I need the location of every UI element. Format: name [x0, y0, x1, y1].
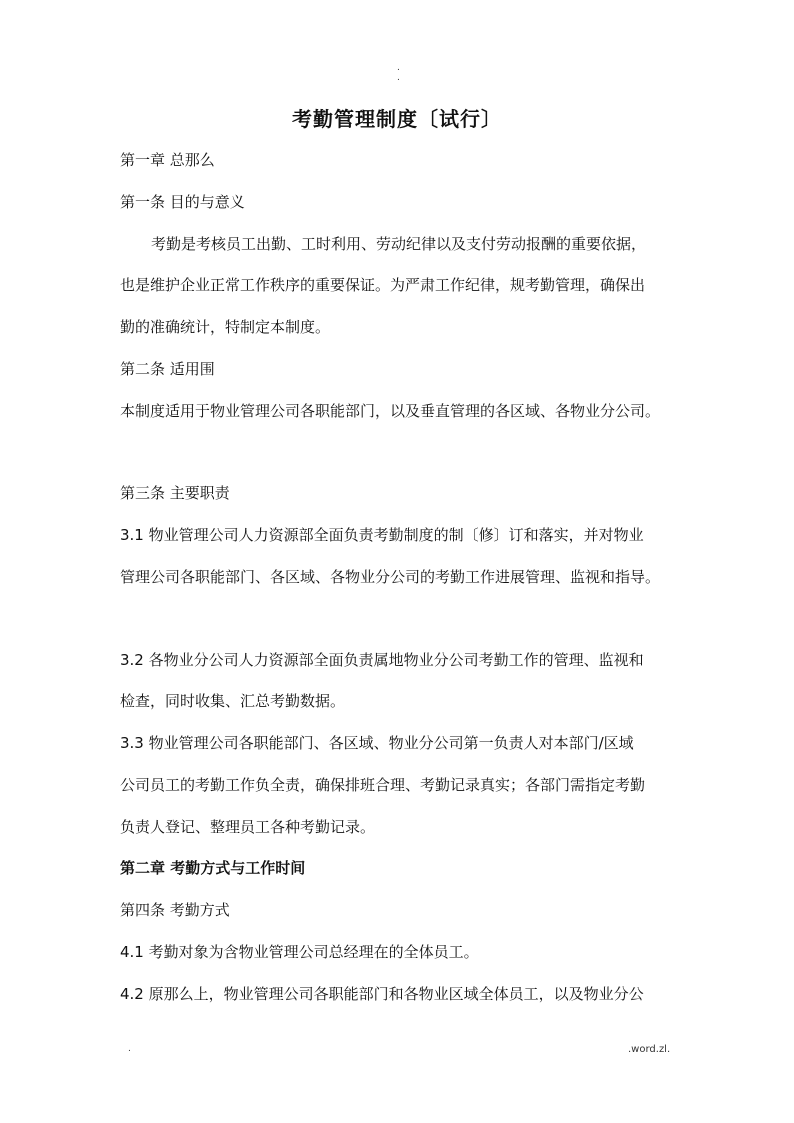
- paragraph-line: 3.3 物业管理公司各职能部门、各区域、物业分公司第一负责人对本部门/区域: [120, 734, 634, 752]
- paragraph-line: 4.1 考勤对象为含物业管理公司总经理在的全体员工。: [120, 943, 479, 961]
- article-heading: 第二条 适用围: [120, 360, 215, 378]
- article-heading: 第四条 考勤方式: [120, 901, 230, 919]
- paragraph-line: 3.2 各物业分公司人力资源部全面负责属地物业分公司考勤工作的管理、监视和: [120, 651, 644, 669]
- paragraph-line: 本制度适用于物业管理公司各职能部门，以及垂直管理的各区域、各物业分公司。: [120, 402, 661, 420]
- paragraph-line: 管理公司各职能部门、各区域、各物业分公司的考勤工作进展管理、监视和指导。: [120, 568, 661, 586]
- paragraph-line: 3.1 物业管理公司人力资源部全面负责考勤制度的制〔修〕订和落实，并对物业: [120, 526, 644, 544]
- header-mark-top: .: [397, 63, 400, 73]
- paragraph-line: 勤的准确统计，特制定本制度。: [120, 318, 331, 336]
- paragraph-line: 负责人登记、整理员工各种考勤记录。: [120, 818, 376, 836]
- paragraph-line: 公司员工的考勤工作负全责，确保排班合理、考勤记录真实；各部门需指定考勤: [120, 776, 646, 794]
- chapter-heading: 第一章 总那么: [120, 151, 215, 169]
- article-heading: 第三条 主要职责: [120, 484, 230, 502]
- header-mark-bottom: .: [397, 73, 400, 83]
- paragraph-line: 考勤是考核员工出勤、工时利用、劳动纪律以及支付劳动报酬的重要依据，: [151, 235, 647, 253]
- footer-watermark: .word.zl.: [628, 1044, 671, 1055]
- article-heading: 第一条 目的与意义: [120, 193, 245, 211]
- footer-mark: .: [128, 1044, 131, 1054]
- paragraph-line: 也是维护企业正常工作秩序的重要保证。为严肃工作纪律，规考勤管理，确保出: [120, 276, 646, 294]
- paragraph-line: 4.2 原那么上，物业管理公司各职能部门和各物业区域全体员工，以及物业分公: [120, 985, 644, 1003]
- chapter-heading: 第二章 考勤方式与工作时间: [120, 859, 306, 877]
- document-title: 考勤管理制度〔试行〕: [292, 107, 502, 131]
- paragraph-line: 检查，同时收集、汇总考勤数据。: [120, 692, 346, 710]
